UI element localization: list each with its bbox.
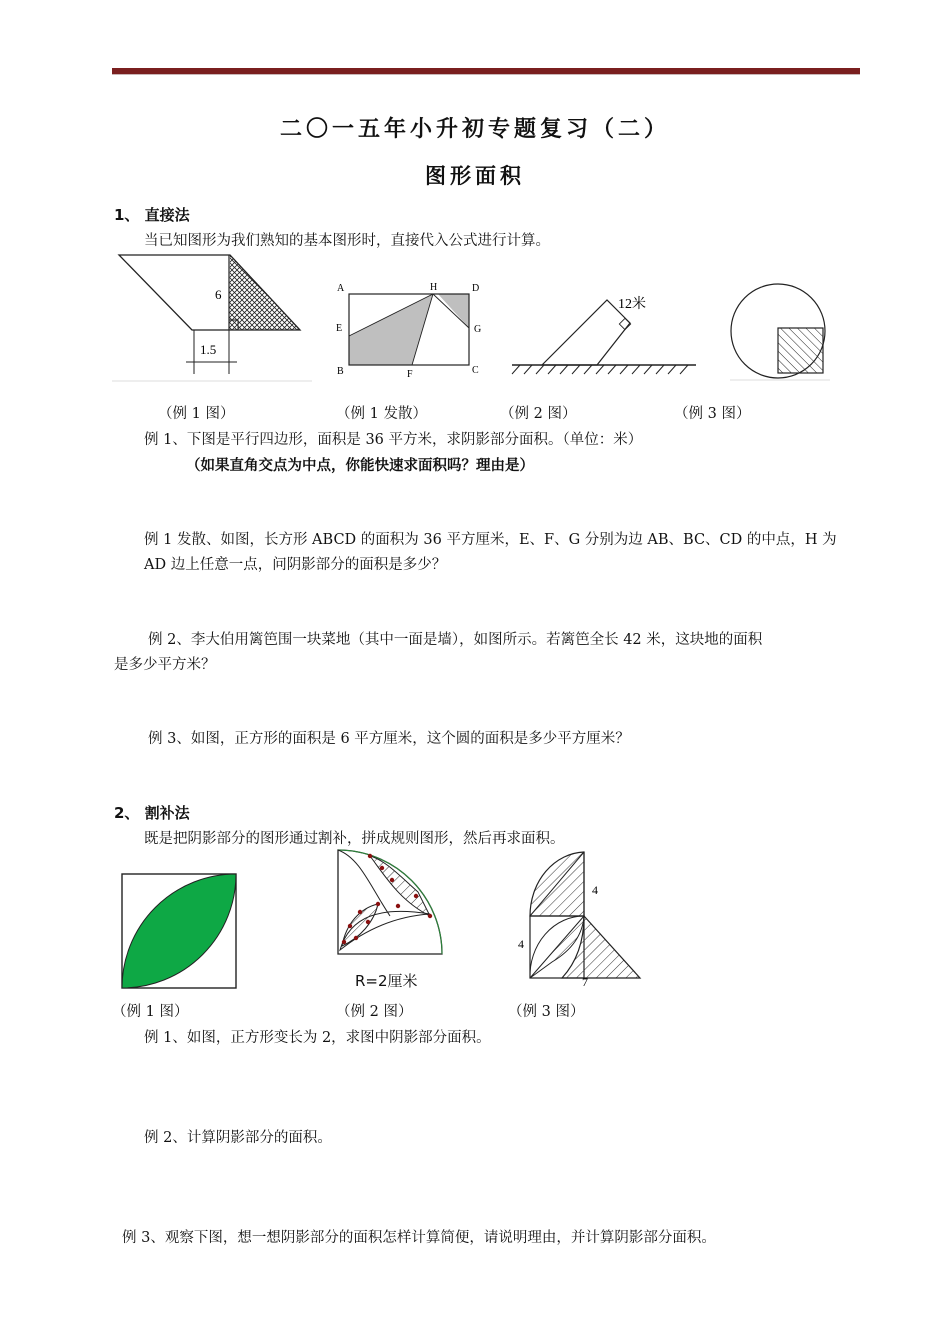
s1-example-2-line1: 例 2、李大伯用篱笆围一块菜地（其中一面是墙），如图所示。若篱笆全长 42 米，这块地的面积 bbox=[148, 632, 763, 648]
s1-example-1: 例 1、下图是平行四边形，面积是 36 平方米，求阴影部分面积。（单位：米） bbox=[144, 432, 643, 448]
caption-ex1: （例 1 图） bbox=[158, 406, 235, 422]
figure-parallelogram bbox=[112, 250, 312, 384]
label-G: G bbox=[474, 324, 482, 335]
label-C: C bbox=[472, 365, 479, 376]
s1-example-1b-line2: AD 边上任意一点，问阴影部分的面积是多少？ bbox=[144, 557, 447, 573]
section1-intro: 当已知图形为我们熟知的基本图形时，直接代入公式进行计算。 bbox=[144, 233, 550, 249]
label-F: F bbox=[407, 369, 413, 380]
page-title: 二〇一五年小升初专题复习（二） bbox=[279, 117, 670, 142]
label-side-top: 4 bbox=[592, 883, 598, 897]
label-H: H bbox=[430, 282, 438, 293]
s1-example-3: 例 3、如图，正方形的面积是 6 平方厘米，这个圆的面积是多少平方厘米？ bbox=[148, 731, 630, 747]
figure-fence-plot bbox=[508, 290, 698, 380]
label-E: E bbox=[336, 323, 343, 334]
section2-heading: 2、 割补法 bbox=[114, 804, 190, 822]
figure-composite bbox=[512, 844, 646, 986]
label-D: D bbox=[472, 283, 480, 294]
s2-example-3: 例 3、观察下图，想一想阴影部分的面积怎样计算简便，请说明理由，并计算阴影部分面积。 bbox=[122, 1230, 716, 1246]
figure-rectangle-abcd bbox=[332, 276, 492, 380]
caption-s2-ex3: （例 3 图） bbox=[508, 1004, 585, 1020]
s2-example-2: 例 2、计算阴影部分的面积。 bbox=[144, 1130, 332, 1146]
s2-example-1: 例 1、如图，正方形变长为 2，求图中阴影部分面积。 bbox=[144, 1030, 491, 1046]
caption-ex1b: （例 1 发散） bbox=[336, 406, 427, 422]
label-base: 1.5 bbox=[200, 342, 217, 357]
label-ladder: 12米 bbox=[618, 297, 646, 312]
label-side-left: 4 bbox=[518, 937, 524, 951]
caption-ex3: （例 3 图） bbox=[674, 406, 751, 422]
caption-s2-ex1: （例 1 图） bbox=[112, 1004, 189, 1020]
page-subtitle: 图形面积 bbox=[425, 164, 525, 188]
s1-example-1b-line1: 例 1 发散、如图，长方形 ABCD 的面积为 36 平方厘米，E、F、G 分别为边 AB、BC、CD 的中点，H 为 bbox=[144, 532, 837, 548]
label-height: 6 bbox=[215, 287, 222, 302]
s1-example-2-line2: 是多少平方米？ bbox=[114, 657, 216, 673]
s1-example-1-hint: （如果直角交点为中点，你能快速求面积吗？理由是） bbox=[186, 458, 534, 474]
caption-s2-ex2: （例 2 图） bbox=[336, 1004, 413, 1020]
caption-ex2: （例 2 图） bbox=[500, 406, 577, 422]
figure-quarter-circle bbox=[330, 846, 454, 960]
label-B: B bbox=[337, 366, 344, 377]
header-rule bbox=[112, 68, 860, 75]
label-radius: R=2厘米 bbox=[355, 972, 418, 990]
label-A: A bbox=[337, 283, 345, 294]
section2-intro: 既是把阴影部分的图形通过割补，拼成规则图形，然后再求面积。 bbox=[144, 831, 565, 847]
label-bottom: 7 bbox=[582, 975, 588, 986]
section1-heading: 1、 直接法 bbox=[114, 206, 190, 224]
figure-square-leaf bbox=[120, 872, 240, 990]
figure-circle-square bbox=[728, 276, 832, 384]
